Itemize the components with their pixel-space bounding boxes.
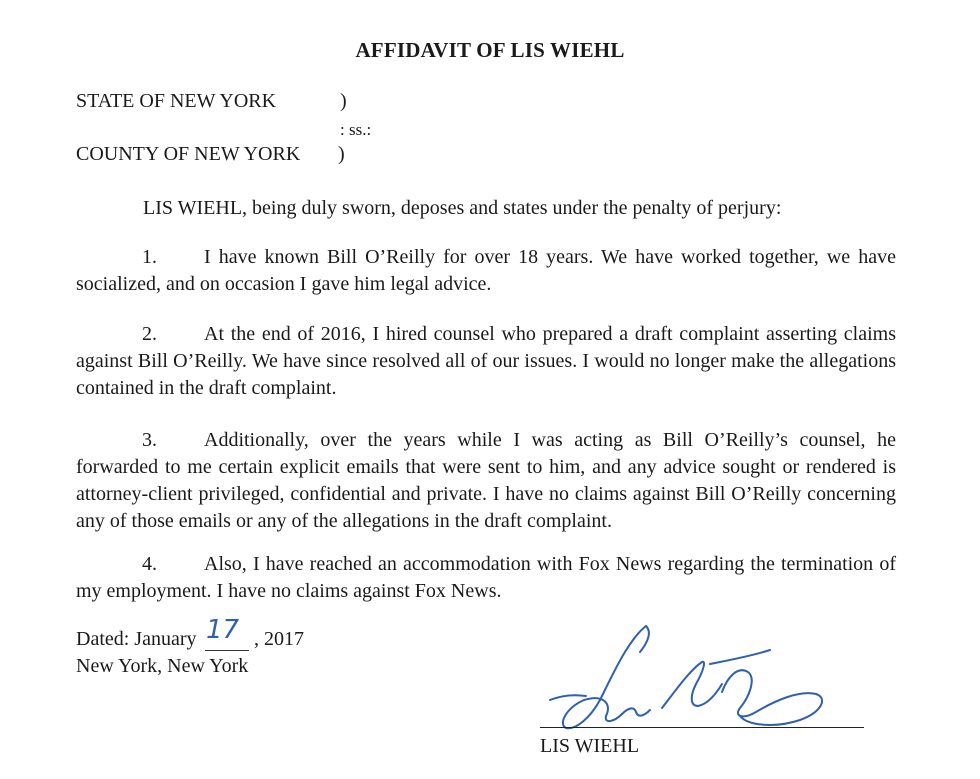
- venue-county: COUNTY OF NEW YORK: [76, 143, 301, 165]
- venue-ss: : ss.:: [340, 120, 372, 139]
- paragraph-text: At the end of 2016, I hired counsel who prepared a draft complaint asserting claims against Bill O’Reilly. We have since resolved all of our issues. I would no longer make the allegations contained in the draft complaint.: [76, 323, 896, 399]
- document-title: AFFIDAVIT OF LIS WIEHL: [355, 38, 625, 62]
- date-underline: [205, 650, 249, 651]
- paragraph-text: I have known Bill O’Reilly for over 18 years. We have worked together, we have socialized, and on occasion I gave him legal advice.: [76, 246, 896, 295]
- paragraph-2: [76, 321, 896, 402]
- paragraph-3: [76, 427, 896, 535]
- intro-statement: LIS WIEHL, being duly sworn, deposes and states under the penalty of perjury:: [143, 197, 782, 219]
- venue-paren-bottom: ): [338, 143, 345, 165]
- paragraph-number: 3.: [142, 429, 157, 451]
- dated-place: New York, New York: [76, 655, 249, 677]
- paragraph-4: [76, 551, 896, 605]
- paragraph-number: 4.: [142, 553, 157, 575]
- handwritten-day: 17: [206, 615, 240, 645]
- paragraph-1: [76, 244, 896, 298]
- venue-state: STATE OF NEW YORK: [76, 90, 277, 112]
- signature-line: [540, 727, 864, 728]
- dated-suffix: , 2017: [254, 628, 304, 650]
- paragraph-number: 2.: [142, 323, 157, 345]
- venue-paren-top: ): [340, 90, 347, 112]
- paragraph-text: Additionally, over the years while I was acting as Bill O’Reilly’s counsel, he forwarded to me certain explicit emails that were sent to him, and any advice sought or rendered is attorney-client privileged, confidential and private. I have no claims against Bill O’Reilly concerning any of those emails or any of the allegations in the draft complaint.: [76, 429, 896, 532]
- paragraph-text: Also, I have reached an accommodation with Fox News regarding the termination of my employment. I have no claims against Fox News.: [76, 553, 896, 602]
- signatory-name: LIS WIEHL: [540, 735, 640, 757]
- paragraph-number: 1.: [142, 246, 157, 268]
- dated-prefix: Dated: January: [76, 628, 197, 650]
